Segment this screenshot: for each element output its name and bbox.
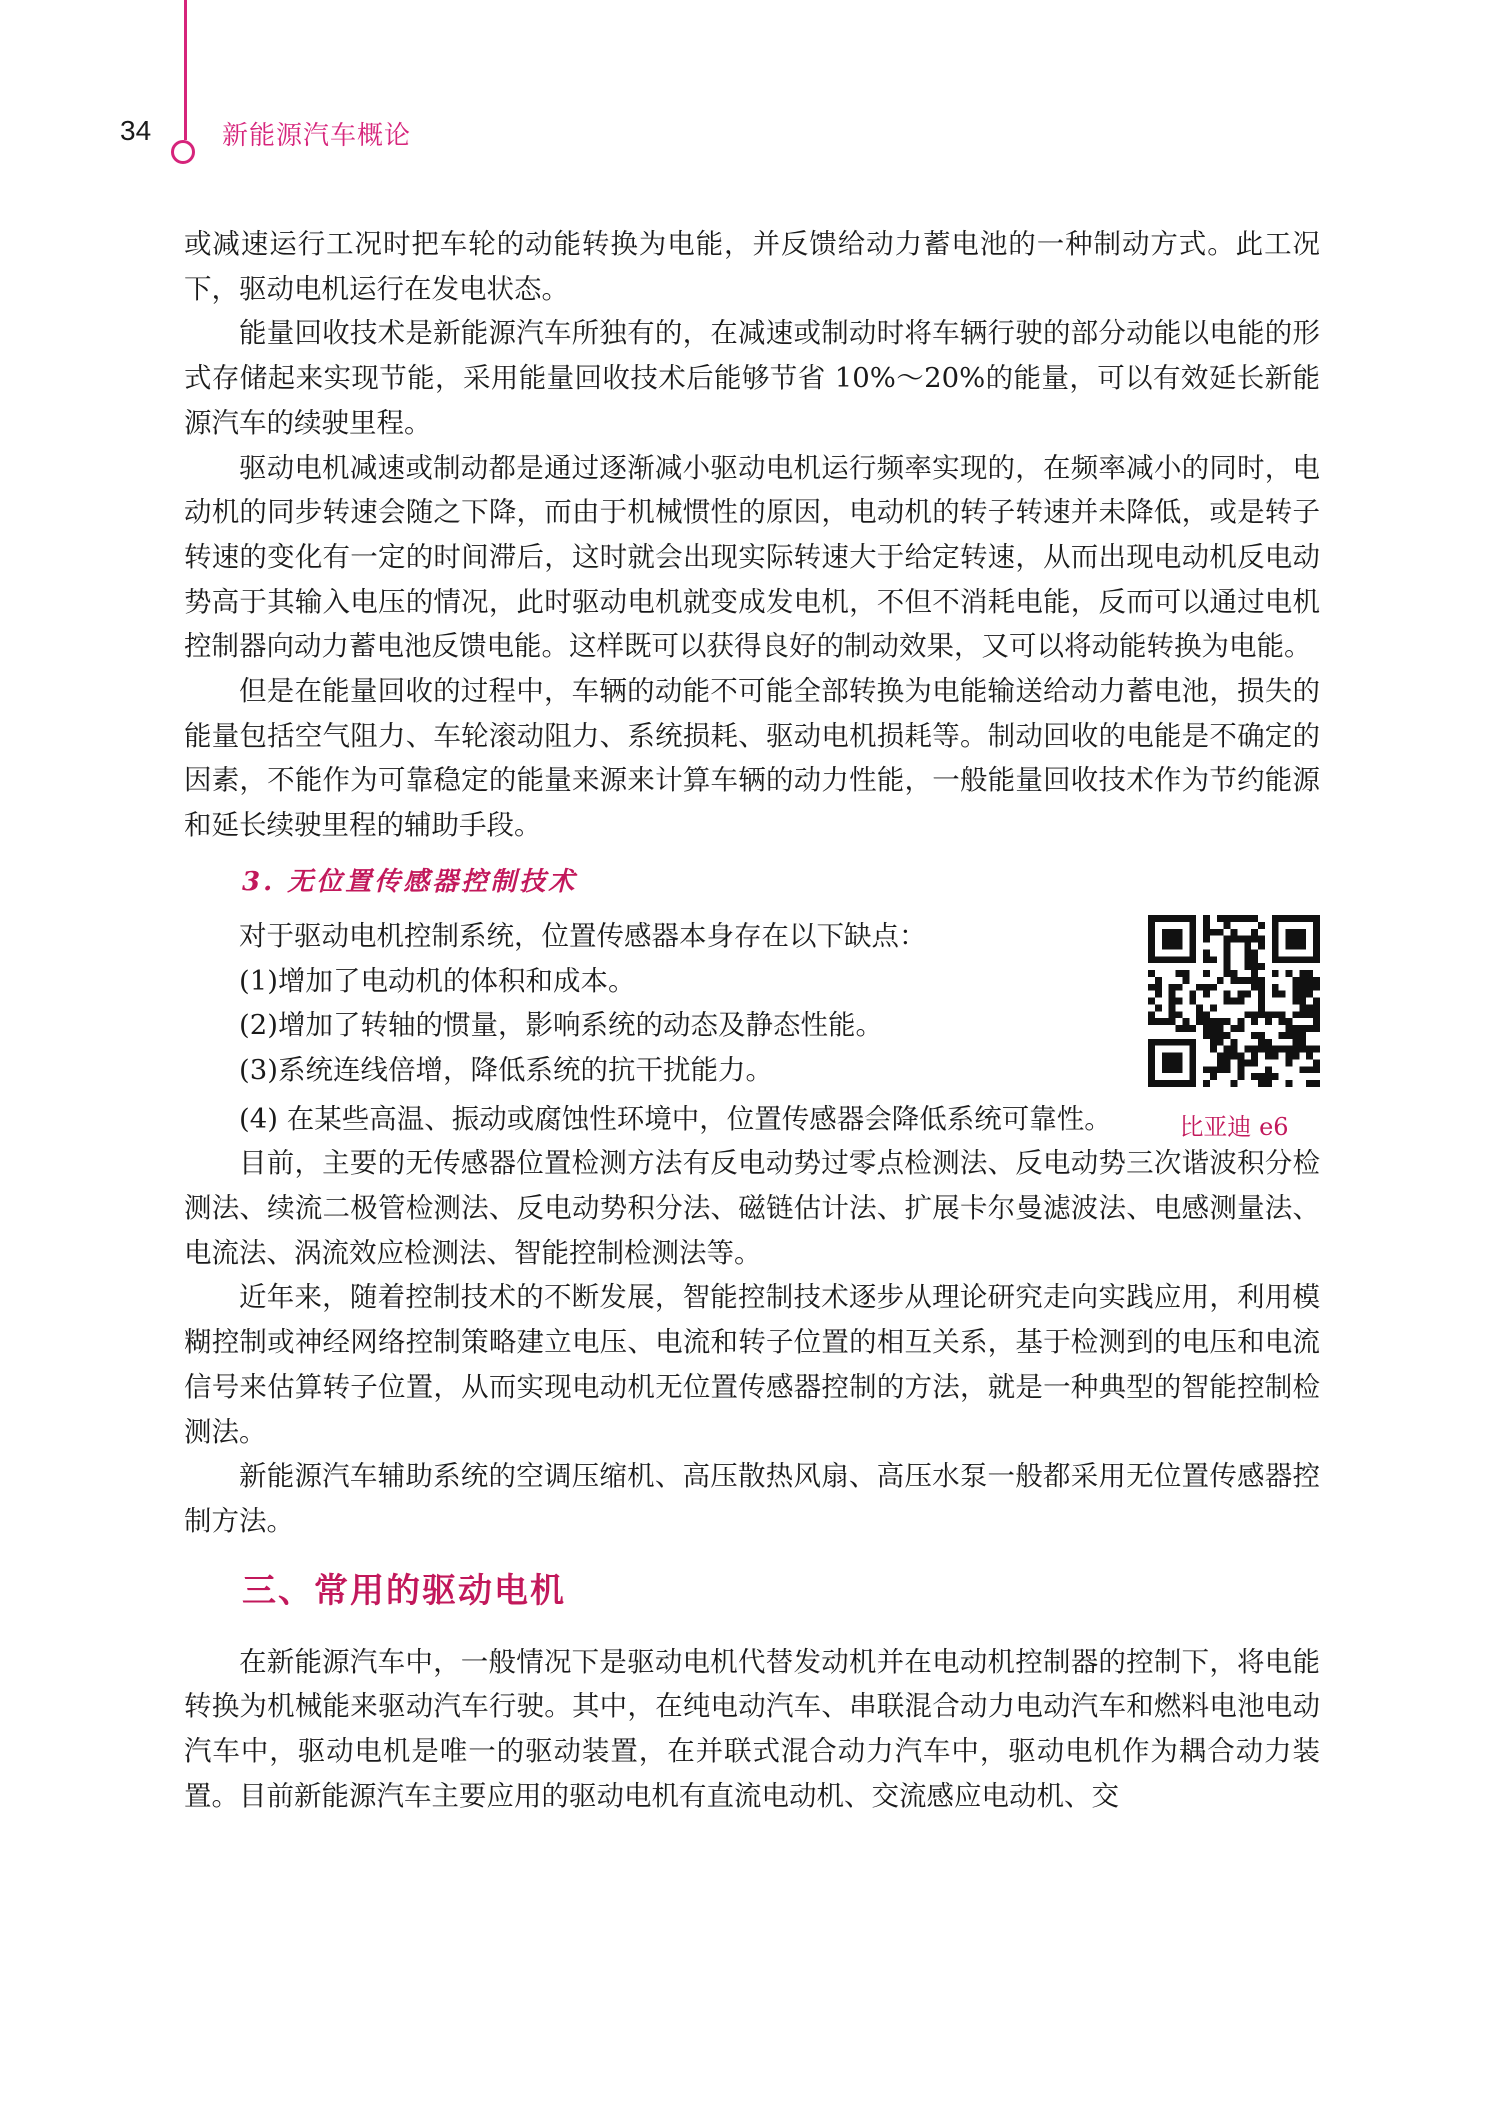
- paragraph: 新能源汽车辅助系统的空调压缩机、高压散热风扇、高压水泵一般都采用无位置传感器控制方法。: [184, 1460, 1320, 1537]
- paragraph: 对于驱动电机控制系统，位置传感器本身存在以下缺点：: [239, 919, 927, 952]
- qr-code-block: [1148, 915, 1328, 1142]
- paragraph: 在新能源汽车中，一般情况下是驱动电机代替发动机并在电动机控制器的控制下，将电能转换为机械能来驱动汽车行驶。其中，在纯电动汽车、串联混合动力电动汽车和燃料电池电动汽车中，驱动电机是唯一的驱动装置，在并联式混合动力汽车中，驱动电机作为耦合动力装置。目前新能源汽车主要应用的驱动电机有直流电动机、交流感应电动机、交: [184, 1645, 1320, 1812]
- paragraph: 或减速运行工况时把车轮的动能转换为电能，并反馈给动力蓄电池的一种制动方式。此工况下，驱动电机运行在发电状态。: [184, 228, 1320, 305]
- running-title: 新能源汽车概论: [222, 120, 412, 150]
- qr-caption: 比亚迪 e6: [1179, 1113, 1289, 1141]
- list-item: (4) 在某些高温、振动或腐蚀性环境中，位置传感器会降低系统可靠性。: [239, 1102, 1112, 1135]
- paragraph: 但是在能量回收的过程中，车辆的动能不可能全部转换为电能输送给动力蓄电池，损失的能量包括空气阻力、车轮滚动阻力、系统损耗、驱动电机损耗等。制动回收的电能是不确定的因素，不能作为可靠稳定的能量来源来计算车辆的动力性能，一般能量回收技术作为节约能源和延长续驶里程的辅助手段。: [184, 675, 1320, 842]
- paragraph: 目前，主要的无传感器位置检测方法有反电动势过零点检测法、反电动势三次谐波积分检测法、续流二极管检测法、反电动势积分法、磁链估计法、扩展卡尔曼滤波法、电感测量法、电流法、涡流效应检测法、智能控制检测法等。: [184, 1147, 1320, 1269]
- paragraph: 驱动电机减速或制动都是通过逐渐减小驱动电机运行频率实现的，在频率减小的同时，电动机的同步转速会随之下降，而由于机械惯性的原因，电动机的转子转速并未降低，或是转子转速的变化有一定的时间滞后，这时就会出现实际转速大于给定转速，从而出现电动机反电动势高于其输入电压的情况，此时驱动电机就变成发电机，不但不消耗电能，反而可以通过电机控制器向动力蓄电池反馈电能。这样既可以获得良好的制动效果，又可以将动能转换为电能。: [184, 451, 1320, 663]
- list-item: (2)增加了转轴的惯量，影响系统的动态及静态性能。: [239, 1009, 883, 1042]
- page-number: 34: [120, 115, 152, 146]
- chapter-heading: 三、常用的驱动电机: [242, 1570, 566, 1611]
- header-circle-ornament: [171, 140, 195, 164]
- list-item: (3)系统连线倍增，降低系统的抗干扰能力。: [239, 1053, 773, 1086]
- qr-code-icon[interactable]: [1148, 915, 1320, 1087]
- section-heading: 3. 无位置传感器控制技术: [242, 866, 578, 897]
- list-item: (1)增加了电动机的体积和成本。: [239, 964, 636, 997]
- paragraph: 近年来，随着控制技术的不断发展，智能控制技术逐步从理论研究走向实践应用，利用模糊控制或神经网络控制策略建立电压、电流和转子位置的相互关系，基于检测到的电压和电流信号来估算转子位置，从而实现电动机无位置传感器控制的方法，就是一种典型的智能控制检测法。: [184, 1281, 1320, 1448]
- header-vertical-line: [184, 0, 187, 140]
- paragraph: 能量回收技术是新能源汽车所独有的，在减速或制动时将车辆行驶的部分动能以电能的形式存储起来实现节能，采用能量回收技术后能够节省 10%～20%的能量，可以有效延长新能源汽车的续驶里程。: [184, 317, 1320, 439]
